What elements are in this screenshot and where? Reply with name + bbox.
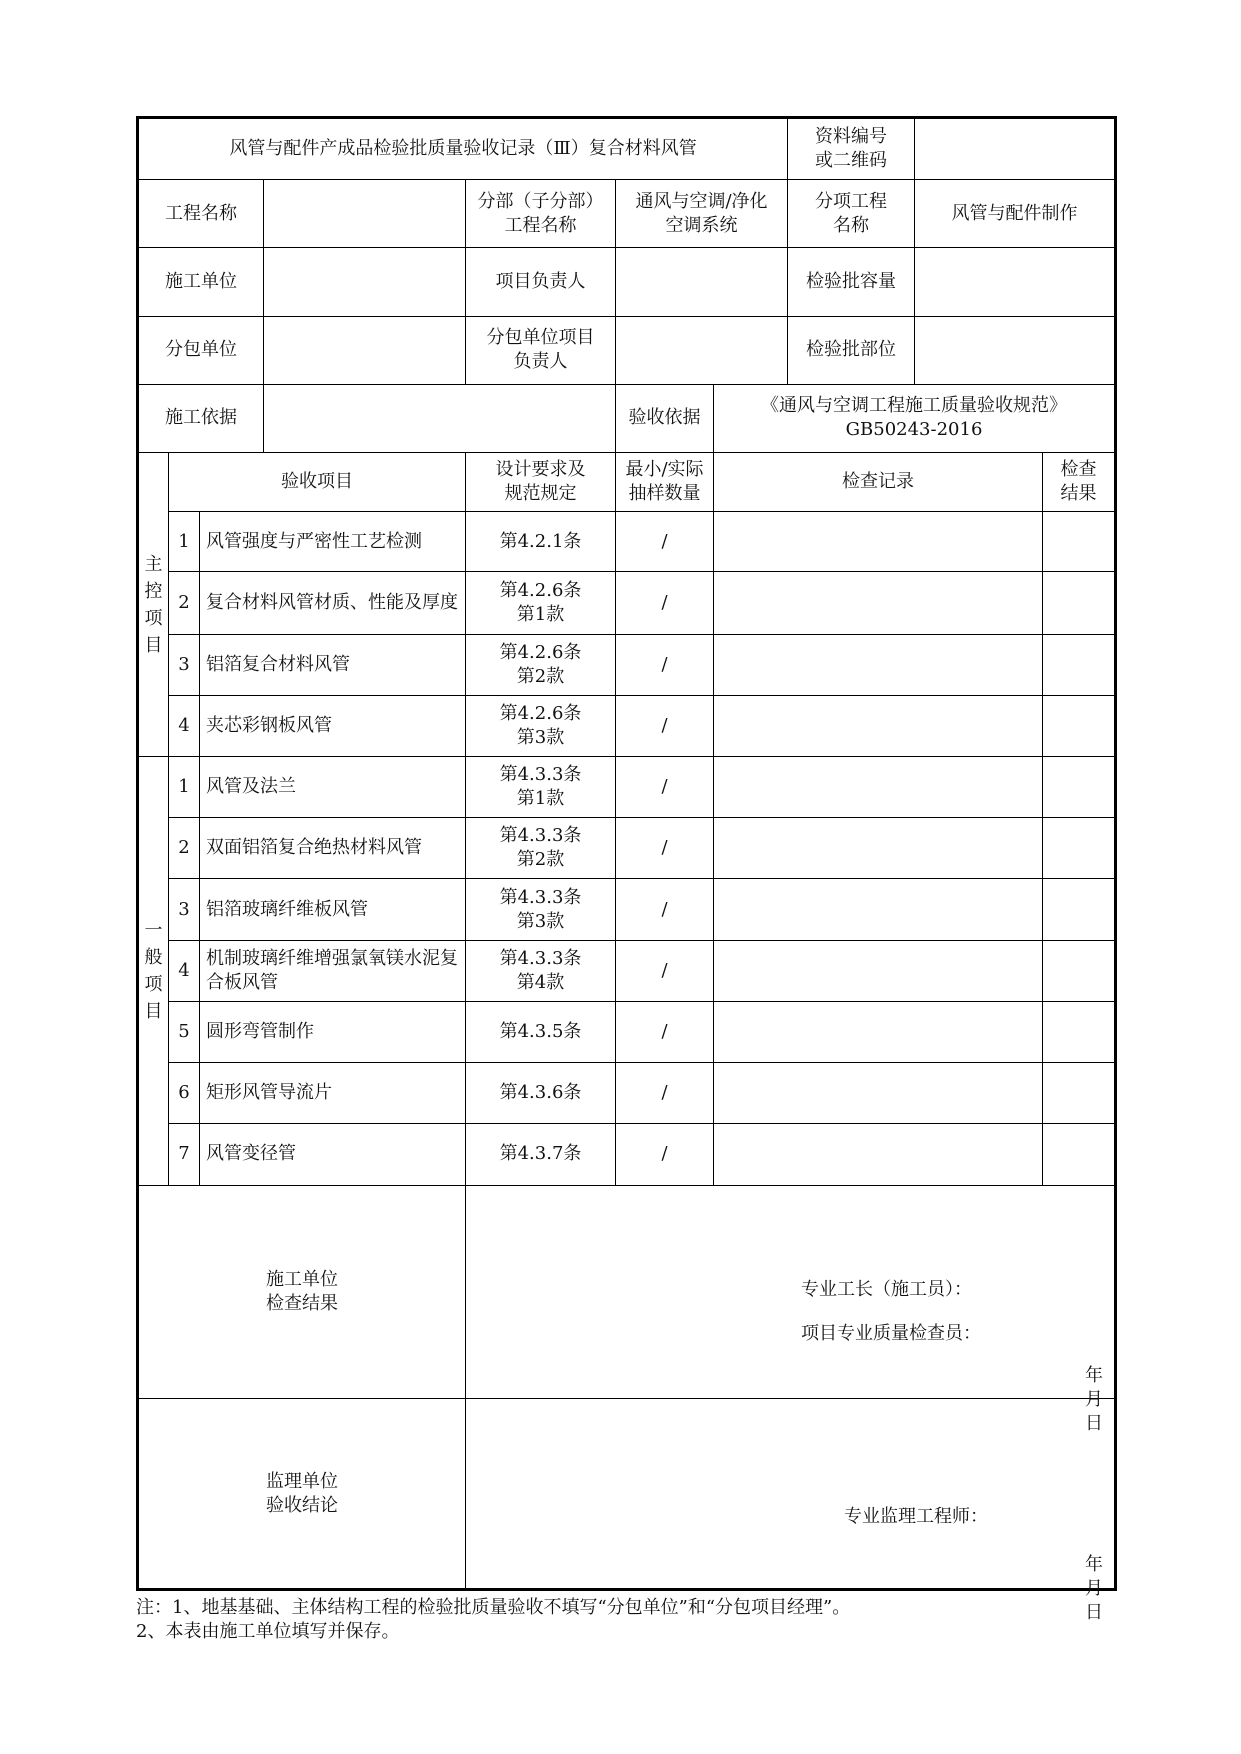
item-record[interactable] [714,1063,1043,1124]
main-group-label: 主控项目 [138,453,169,757]
table-row [138,695,1116,756]
item-sample[interactable]: / [616,1001,714,1062]
item-sample[interactable]: / [616,1124,714,1185]
table-row [138,757,1116,818]
contractor-check-area[interactable] [466,1185,1122,1434]
table-row [138,634,1116,695]
item-name: 机制玻璃纤维增强氯氧镁水泥复合板风管 [200,940,466,1001]
batch-location-label: 检验批部位 [788,316,915,384]
item-sample[interactable]: / [616,757,714,818]
item-name: 风管强度与严密性工艺检测 [200,512,466,572]
col-result-header: 检查 结果 [1043,453,1116,512]
item-name: 风管及法兰 [200,757,466,818]
item-record[interactable] [714,572,1043,634]
item-sample[interactable]: / [616,634,714,695]
item-requirement: 第4.3.3条 第2款 [466,818,616,879]
item-no: 2 [169,818,200,879]
col-requirement-header: 设计要求及 规范规定 [466,453,616,512]
item-requirement: 第4.3.5条 [466,1001,616,1062]
item-result[interactable] [1043,757,1116,818]
item-requirement: 第4.3.3条 第1款 [466,757,616,818]
item-name: 风管变径管 [200,1124,466,1185]
project-name-label: 工程名称 [138,180,264,248]
table-row [138,879,1116,940]
footnote-2: 2、本表由施工单位填写并保存。 [136,1621,400,1642]
item-result[interactable] [1043,1124,1116,1185]
supervisor-date: 年 月 日 [1085,1554,1122,1624]
item-record[interactable] [714,695,1043,756]
item-name: 夹芯彩钢板风管 [200,695,466,756]
inspector-signature-label: 项目专业质量检查员： [801,1322,981,1344]
subcontractor-label: 分包单位 [138,316,264,384]
item-name: 圆形弯管制作 [200,1001,466,1062]
table-row [138,1001,1116,1062]
engineer-signature-label: 专业监理工程师： [844,1506,988,1528]
item-record[interactable] [714,634,1043,695]
subcontractor-value[interactable] [264,316,466,384]
item-result[interactable] [1043,818,1116,879]
item-sample[interactable]: / [616,572,714,634]
item-name: 铝箔复合材料风管 [200,634,466,695]
item-requirement: 第4.2.1条 [466,512,616,572]
item-record[interactable] [714,512,1043,572]
item-no: 2 [169,572,200,634]
item-no: 3 [169,879,200,940]
item-sample[interactable]: / [616,1063,714,1124]
form-title: 风管与配件产成品检验批质量验收记录（Ⅲ）复合材料风管 [138,118,788,180]
item-no: 4 [169,940,200,1001]
sub-manager-label: 分包单位项目 负责人 [466,316,616,384]
item-record[interactable] [714,1001,1043,1062]
item-result[interactable] [1043,572,1116,634]
subdivision-value[interactable]: 通风与空调/净化 空调系统 [616,180,788,248]
batch-capacity-value[interactable] [915,248,1116,316]
item-no: 6 [169,1063,200,1124]
table-row [138,512,1116,572]
item-requirement: 第4.2.6条 第3款 [466,695,616,756]
item-name: 复合材料风管材质、性能及厚度 [200,572,466,634]
item-result[interactable] [1043,1063,1116,1124]
item-name: 铝箔玻璃纤维板风管 [200,879,466,940]
project-manager-value[interactable] [616,248,788,316]
item-sample[interactable]: / [616,879,714,940]
record-no-value[interactable] [915,118,1116,180]
foreman-signature-label: 专业工长（施工员）： [801,1278,972,1300]
item-no: 1 [169,757,200,818]
col-sample-header: 最小/实际 抽样数量 [616,453,714,512]
item-requirement: 第4.2.6条 第1款 [466,572,616,634]
item-record[interactable] [714,1124,1043,1185]
footnotes [136,1596,850,1644]
table-row [138,818,1116,879]
record-no-label: 资料编号 或二维码 [788,118,915,180]
item-result[interactable] [1043,1001,1116,1062]
item-requirement: 第4.2.6条 第2款 [466,634,616,695]
table-row [138,572,1116,634]
item-requirement: 第4.3.7条 [466,1124,616,1185]
subdivision-label: 分部（子分部） 工程名称 [466,180,616,248]
item-record[interactable] [714,879,1043,940]
table-row [138,940,1116,1001]
item-result[interactable] [1043,512,1116,572]
item-no: 4 [169,695,200,756]
supervisor-check-label: 监理单位 验收结论 [138,1399,466,1590]
item-requirement: 第4.3.3条 第3款 [466,879,616,940]
basis-label: 施工依据 [138,384,264,452]
contractor-date: 年 月 日 [1085,1364,1122,1434]
project-name-value[interactable] [264,180,466,248]
contractor-label: 施工单位 [138,248,264,316]
item-sample[interactable]: / [616,940,714,1001]
contractor-check-label: 施工单位 检查结果 [138,1185,466,1399]
table-row [138,1124,1116,1185]
item-result[interactable] [1043,879,1116,940]
item-no: 1 [169,512,200,572]
item-record[interactable] [714,940,1043,1001]
table-row [138,1063,1116,1124]
item-result[interactable] [1043,940,1116,1001]
subitem-label: 分项工程 名称 [788,180,915,248]
acceptance-basis-label: 验收依据 [616,384,714,452]
basis-value[interactable] [264,384,616,452]
batch-location-value[interactable] [915,316,1116,384]
item-no: 5 [169,1001,200,1062]
item-record[interactable] [714,818,1043,879]
item-requirement: 第4.3.3条 第4款 [466,940,616,1001]
item-result[interactable] [1043,634,1116,695]
item-name: 矩形风管导流片 [200,1063,466,1124]
item-sample[interactable]: / [616,695,714,756]
item-record[interactable] [714,757,1043,818]
project-manager-label: 项目负责人 [466,248,616,316]
item-name: 双面铝箔复合绝热材料风管 [200,818,466,879]
col-record-header: 检查记录 [714,453,1043,512]
batch-capacity-label: 检验批容量 [788,248,915,316]
subitem-value[interactable]: 风管与配件制作 [915,180,1116,248]
general-group-label: 一般项目 [138,757,169,1185]
item-result[interactable] [1043,695,1116,756]
acceptance-basis-value: 《通风与空调工程施工质量验收规范》 GB50243-2016 [714,384,1116,452]
item-sample[interactable]: / [616,512,714,572]
footnote-1: 注：1、地基基础、主体结构工程的检验批质量验收不填写“分包单位”和“分包项目经理”。 [136,1597,851,1618]
sub-manager-value[interactable] [616,316,788,384]
col-item-header: 验收项目 [169,453,466,512]
item-no: 7 [169,1124,200,1185]
item-no: 3 [169,634,200,695]
contractor-value[interactable] [264,248,466,316]
item-requirement: 第4.3.6条 [466,1063,616,1124]
item-sample[interactable]: / [616,818,714,879]
